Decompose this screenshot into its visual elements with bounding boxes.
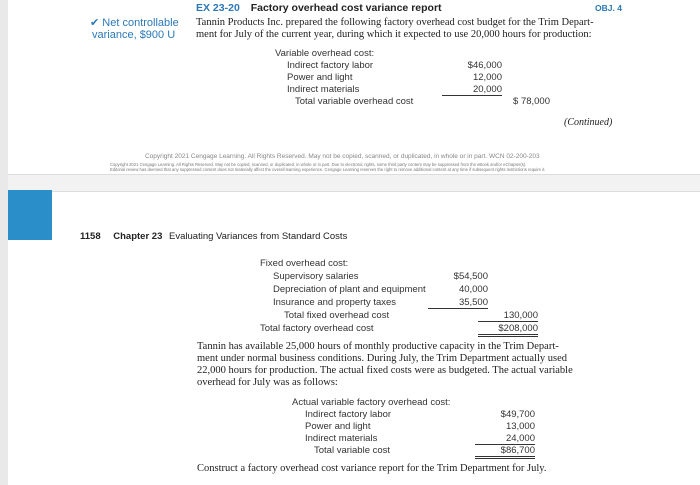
exercise-id: EX 23-20 (196, 2, 240, 14)
page-tab-marker (8, 190, 52, 240)
continued-label: (Continued) (564, 117, 613, 128)
table-row: Power and light 13,000 (305, 421, 535, 432)
fixed-budget-table: Fixed overhead cost: Supervisory salaries $54,500 Depreciation of plant and equipment 40,000 Insurance and property taxes 35,500 Total fixed overhead cost 130,000 Total factory overhead cost $208,000 (260, 258, 560, 336)
table-grand-total-row: Total factory overhead cost $208,000 (260, 323, 560, 336)
objective-label: OBJ. 4 (595, 3, 622, 13)
table-row: Indirect factory labor $46,000 (287, 60, 502, 71)
copyright-line: Editorial review has deemed that any suppressed content does not materially affect the overall learning experience. Cengage Learning reserves the right to remove additional content at any time if subsequent rights restrictions require it. (110, 167, 546, 172)
check-icon: ✔ (90, 17, 100, 29)
table-row: Indirect materials 24,000 (305, 433, 535, 444)
exercise-title: EX 23-20 Factory overhead cost variance report (196, 2, 442, 14)
left-gutter (0, 0, 8, 485)
table-total-row: Total variable cost $86,700 (292, 445, 552, 457)
page-separator (8, 174, 700, 192)
table-row: Power and light 12,000 (287, 72, 502, 83)
table-row: Depreciation of plant and equipment 40,000 (273, 284, 488, 295)
copyright-line: Copyright 2021 Cengage Learning. All Rights Reserved. May not be copied, scanned, or duplicated, in whole or in part. Due to electronic rights, some third party content may be suppressed from the eBook and/or eChapter(s). (110, 162, 527, 167)
margin-answer-note: ✔ Net controllable variance, $900 U (90, 17, 179, 41)
table-row: Insurance and property taxes 35,500 (273, 297, 488, 308)
page-number: 1158 (80, 231, 101, 242)
instruction-text: Construct a factory overhead cost variance report for the Trim Department for July. (197, 463, 547, 474)
table-row: Indirect materials 20,000 (287, 84, 502, 95)
actual-variable-table: Actual variable factory overhead cost: Indirect factory labor $49,700 Power and light 13,000 Indirect materials 24,000 Total variable cost $86,700 (292, 397, 552, 457)
variable-budget-table: Variable overhead cost: Indirect factory labor $46,000 Power and light 12,000 Indirect materials 20,000 Total variable overhead cost $ 78,000 (275, 48, 565, 108)
table-row: Indirect factory labor $49,700 (305, 409, 535, 420)
exercise-intro: Tannin Products Inc. prepared the following factory overhead cost budget for the Trim Depart- ment for July of the current year, during which it expected to use 20,000 hours for production: (196, 17, 594, 40)
scenario-paragraph: Tannin has available 25,000 hours of monthly productive capacity in the Trim Depart- ment under normal business conditions. During July, the Trim Department actually used 22,000 hours for production. The actual fixed costs were as budgeted. The actual variable overhead for July was as follows: (197, 341, 573, 388)
table-row: Supervisory salaries $54,500 (273, 271, 488, 282)
copyright-line: Copyright 2021 Cengage Learning. All Rights Reserved. May not be copied, scanned, or duplicated, in whole or in part. WCN 02-200-203 (145, 153, 540, 160)
page-header: 1158 Chapter 23 Evaluating Variances from Standard Costs (80, 231, 348, 242)
table-total-row: Total fixed overhead cost 130,000 (284, 310, 538, 321)
table-total-row: Total variable overhead cost $ 78,000 (295, 96, 550, 107)
